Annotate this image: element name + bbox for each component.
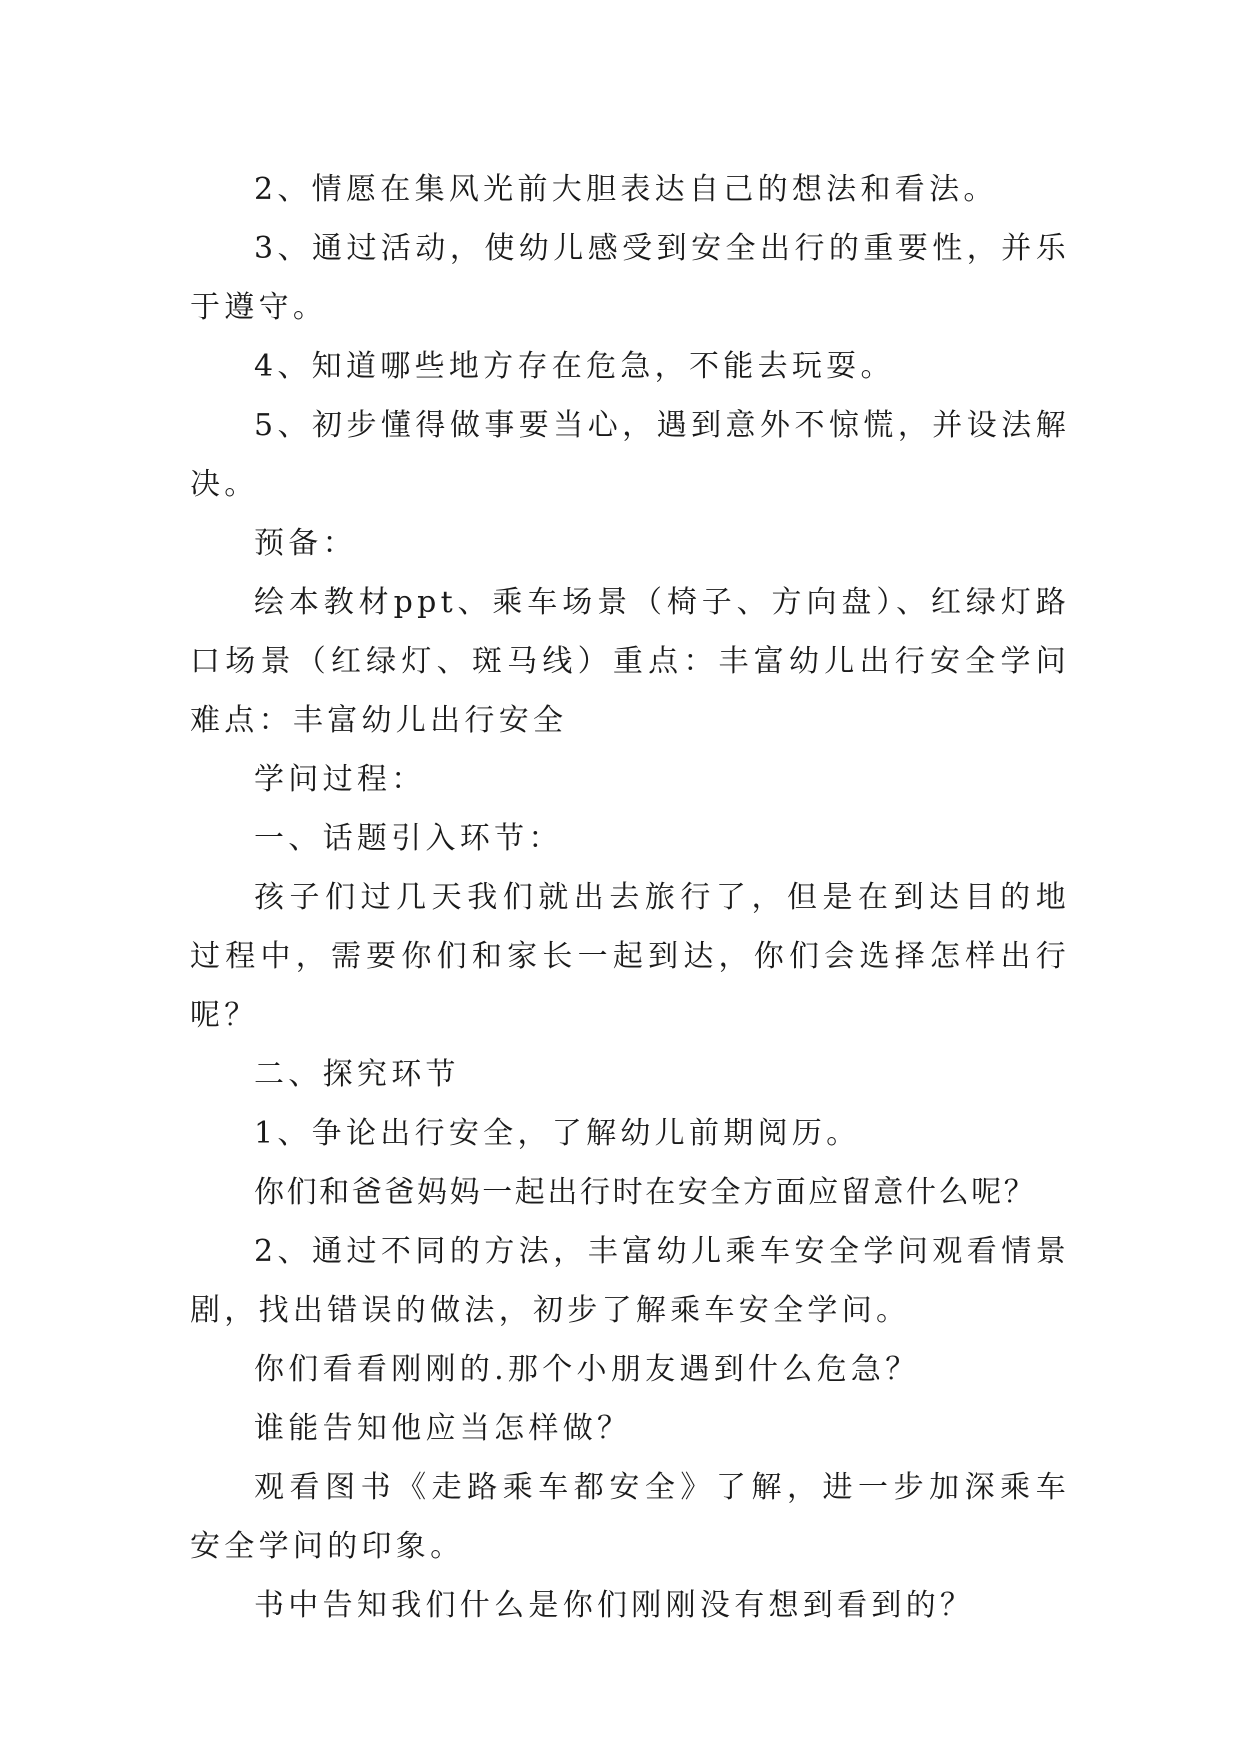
paragraph: 书中告知我们什么是你们刚刚没有想到看到的？	[254, 1588, 975, 1623]
paragraph: 2、情愿在集风光前大胆表达自己的想法和看法。	[254, 172, 998, 207]
paragraph: 谁能告知他应当怎样做？	[254, 1411, 632, 1446]
paragraph: 你们和爸爸妈妈一起出行时在安全方面应留意什么呢？	[254, 1175, 1037, 1210]
paragraph: 观看图书《走路乘车都安全》了解，进一步加深乘车安全学问的印象。	[190, 1470, 1070, 1564]
paragraph: 3、通过活动，使幼儿感受到安全出行的重要性，并乐于遵守。	[190, 231, 1070, 325]
paragraph: 5、初步懂得做事要当心，遇到意外不惊慌，并设法解决。	[190, 408, 1070, 502]
paragraph: 学问过程：	[254, 762, 426, 797]
document-body	[190, 160, 1070, 1635]
paragraph: 绘本教材ppt、乘车场景（椅子、方向盘）、红绿灯路口场景（红绿灯、斑马线）重点：丰富幼儿出行安全学问难点：丰富幼儿出行安全	[190, 585, 1070, 738]
paragraph: 孩子们过几天我们就出去旅行了，但是在到达目的地过程中，需要你们和家长一起到达，你们会选择怎样出行呢？	[190, 880, 1070, 1033]
paragraph: 1、争论出行安全，了解幼儿前期阅历。	[254, 1116, 861, 1151]
paragraph: 二、探究环节	[254, 1057, 460, 1092]
paragraph: 一、话题引入环节：	[254, 821, 563, 856]
paragraph: 2、通过不同的方法，丰富幼儿乘车安全学问观看情景剧，找出错误的做法，初步了解乘车安全学问。	[190, 1234, 1070, 1328]
paragraph: 4、知道哪些地方存在危急，不能去玩耍。	[254, 349, 895, 384]
paragraph: 你们看看刚刚的.那个小朋友遇到什么危急？	[254, 1352, 920, 1387]
paragraph: 预备：	[254, 526, 357, 561]
